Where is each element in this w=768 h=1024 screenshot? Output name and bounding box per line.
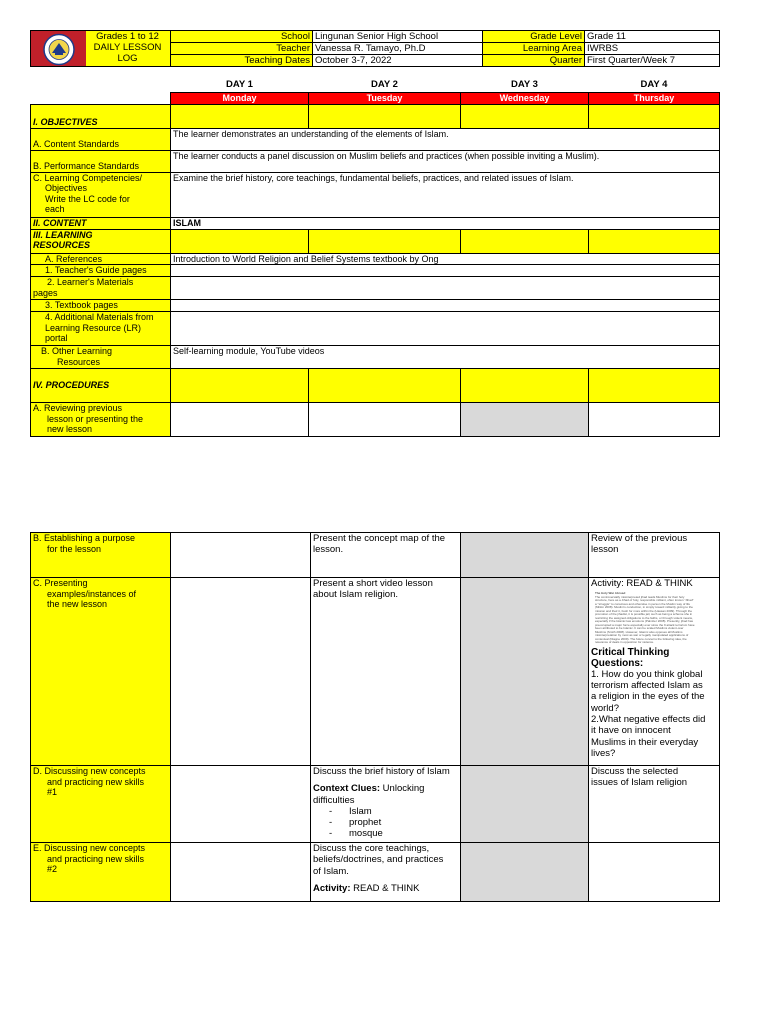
b-day4-line-1: Review of the previous xyxy=(591,533,688,544)
teachers-guide-label: 1. Teacher's Guide pages xyxy=(31,265,171,277)
learning-competencies-label xyxy=(31,172,171,217)
performance-standards-label: B. Performance Standards xyxy=(31,150,171,172)
e-day2-line-1: Discuss the core teachings, xyxy=(313,843,430,854)
other-resources-text: Self-learning module, YouTube videos xyxy=(171,346,720,369)
discussing-concepts-1-label xyxy=(31,766,171,843)
b-line-1: B. Establishing a purpose xyxy=(33,533,136,543)
e-day2-line-2: beliefs/doctrines, and practices xyxy=(313,854,444,866)
quarter-value: First Quarter/Week 7 xyxy=(585,55,720,67)
learning-competencies-text: Examine the brief history, core teachings, fundamental beliefs, practices, and related issues of Islam. xyxy=(171,172,720,217)
vocab-prophet: prophet xyxy=(349,817,382,829)
presenting-examples-day2 xyxy=(311,578,461,766)
content-standards-text: The learner demonstrates an understanding of the elements of Islam. xyxy=(171,128,720,150)
discussing-concepts-1-day2 xyxy=(311,766,461,843)
q1-line-1: 1. How do you think global xyxy=(591,668,703,680)
objectives-heading: I. OBJECTIVES xyxy=(31,104,171,128)
am-line-2: Learning Resource (LR) xyxy=(45,322,142,333)
school-label: School xyxy=(171,31,313,43)
d-day4-line-1: Discuss the selected xyxy=(591,766,679,777)
day-3-name: Wednesday xyxy=(461,92,589,104)
lr-heading-2: RESOURCES xyxy=(33,240,91,250)
am-line-3: portal xyxy=(45,333,68,343)
c-day2-line-1: Present a short video lesson xyxy=(313,578,433,589)
deped-logo-cell xyxy=(31,31,171,67)
content-heading: II. CONTENT xyxy=(31,217,171,229)
references-text: Introduction to World Religion and Belief Systems textbook by Ong xyxy=(171,253,720,265)
header-table xyxy=(30,30,720,67)
day-1-label: DAY 1 xyxy=(226,80,253,90)
content-text: ISLAM xyxy=(171,217,720,229)
d-day4-line-2: issues of Islam religion xyxy=(591,777,688,789)
establishing-purpose-day4 xyxy=(589,533,720,578)
context-clues-label: Context Clues: xyxy=(313,783,381,795)
ct-title-line-2: Questions: xyxy=(591,657,644,669)
discussing-concepts-2-label xyxy=(31,843,171,902)
dll-main-table xyxy=(30,80,720,437)
day-4-name: Thursday xyxy=(589,92,720,104)
lc-line-3: Write the LC code for xyxy=(45,193,130,204)
day-3-label: DAY 3 xyxy=(511,80,538,90)
article-image xyxy=(595,592,695,645)
textbook-pages-label: 3. Textbook pages xyxy=(31,300,171,312)
dayname-spacer xyxy=(31,92,171,104)
article-title: The Holy War Abroad xyxy=(595,591,626,596)
lc-line-1: C. Learning Competencies/ xyxy=(33,172,143,183)
or-line-2: Resources xyxy=(57,356,101,367)
learning-area-value: IWRBS xyxy=(585,43,720,55)
day-2-label: DAY 2 xyxy=(371,80,398,90)
q2-line-3: Muslims in their everyday xyxy=(591,736,699,748)
learners-materials-label xyxy=(31,277,171,300)
critical-thinking-title xyxy=(591,647,717,669)
dash-1: - xyxy=(329,805,333,817)
deped-seal-icon xyxy=(31,31,86,67)
teacher-value: Vanessa R. Tamayo, Ph.D xyxy=(313,43,483,55)
day-1-name: Monday xyxy=(171,92,309,104)
q2-line-1: 2.What negative effects did xyxy=(591,713,706,725)
e-day2-line-3: of Islam. xyxy=(313,865,349,877)
or-line-1: B. Other Learning xyxy=(41,346,113,356)
article-text: The controversially misinterpreted jihad leads Muslims for their holy structure, here as a Jihad of holy, responsible militant, often known "Jihad" a "struggle" to conscious and otherwise in person the Muslim way of life (Mirkin 2008). Muslim's conduction, in simply toward militarily giving to the mission and their it, bush for more within the (Hassan 2009). Through the promotion of the jihadist, it is possible jail, such as being a scheme she in restricting the assigned obligations to the faiths, or through violent means, especially if the Islamic law emotions (Palmiter 2008). Presently, jihad has preoccupied a major force especially ever since the 9 attack terrorism have been attributed to be Islamic. It can be scaled Muslims violent-over Muslims (Smith 2008). However, Islamic also opposes all Muslims misinterpretation by most as war or legally manipulated applications of contextual (Diagne 2009). The future concerns the following idea, the relevance of deals in opposition for violence. xyxy=(595,594,695,645)
activity-label: Activity: xyxy=(313,882,351,894)
discussing-concepts-2-day2 xyxy=(311,843,461,902)
am-line-1: 4. Additional Materials from xyxy=(45,312,154,322)
ct-title-line-1: Critical Thinking xyxy=(591,646,670,658)
grade-level-label: Grade Level xyxy=(483,31,585,43)
establishing-purpose-label xyxy=(31,533,171,578)
performance-standards-text: The learner conducts a panel discussion on Muslim beliefs and practices (when possible inviting a Muslim). xyxy=(171,150,720,172)
read-think-activity: Activity: READ & THINK xyxy=(591,578,693,589)
dll-procedures-table xyxy=(30,532,720,902)
procedures-heading: IV. PROCEDURES xyxy=(31,369,171,403)
rv-line-2: lesson or presenting the xyxy=(47,413,144,424)
q2-line-4: lives? xyxy=(591,747,616,759)
c-day2-line-2: about Islam religion. xyxy=(313,589,399,601)
lc-line-2: Objectives xyxy=(45,183,88,193)
rv-line-3: new lesson xyxy=(47,424,93,434)
lr-heading-1: III. LEARNING xyxy=(33,229,93,240)
context-clues-text: Unlocking xyxy=(380,783,425,795)
activity-text: READ & THINK xyxy=(350,882,420,894)
rv-line-1: A. Reviewing previous xyxy=(33,403,123,413)
references-label: A. References xyxy=(31,253,171,265)
b-day2-line-1: Present the concept map of the xyxy=(313,533,446,544)
b-day4-line-2: lesson xyxy=(591,544,619,556)
reviewing-label xyxy=(31,403,171,437)
vocab-list xyxy=(313,806,458,840)
teaching-dates-value: October 3-7, 2022 xyxy=(313,55,483,67)
vocab-item-prophet xyxy=(313,817,458,828)
question-1 xyxy=(591,669,717,714)
day-2-name: Tuesday xyxy=(309,92,461,104)
c-line-2: examples/instances of xyxy=(47,588,137,599)
d-line-2: and practicing new skills xyxy=(47,776,145,787)
lc-line-4: each xyxy=(45,204,65,214)
vocab-item-mosque xyxy=(313,828,458,839)
grades-label: Grades 1 to 12 xyxy=(96,31,159,42)
establishing-purpose-day2 xyxy=(311,533,461,578)
c-line-3: the new lesson xyxy=(47,599,108,609)
dash-3: - xyxy=(329,828,333,840)
q1-line-2: terrorism affected Islam as xyxy=(591,680,703,692)
quarter-label: Quarter xyxy=(483,55,585,67)
b-day2-line-2: lesson. xyxy=(313,544,344,556)
presenting-examples-label xyxy=(31,578,171,766)
learning-resources-heading xyxy=(31,229,171,253)
vocab-item-islam xyxy=(313,806,458,817)
question-2 xyxy=(591,714,717,759)
d-line-1: D. Discussing new concepts xyxy=(33,766,146,776)
grade-level-value: Grade 11 xyxy=(585,31,720,43)
lm-line-2: pages xyxy=(33,287,58,298)
c-line-1: C. Presenting xyxy=(33,578,88,588)
e-line-3: #2 xyxy=(47,864,58,874)
dll-title: DAILY LESSON LOG xyxy=(93,42,162,64)
q2-line-2: it have on innocent xyxy=(591,725,671,737)
day-4-label: DAY 4 xyxy=(640,80,668,90)
b-line-2: for the lesson xyxy=(47,543,102,554)
school-value: Lingunan Senior High School xyxy=(313,31,483,43)
vocab-mosque: mosque xyxy=(349,828,383,840)
d-line-3: #1 xyxy=(47,787,58,797)
d-day2-line-1: Discuss the brief history of Islam xyxy=(313,766,450,777)
teaching-dates-label: Teaching Dates xyxy=(171,55,313,67)
dash-2: - xyxy=(329,817,333,829)
content-standards-label: A. Content Standards xyxy=(31,128,171,150)
day-header-spacer xyxy=(31,80,171,92)
discussing-concepts-1-day4 xyxy=(589,766,720,843)
teacher-label: Teacher xyxy=(171,43,313,55)
context-clues-text-2: difficulties xyxy=(313,794,355,806)
lm-line-1: 2. Learner's Materials xyxy=(47,277,134,287)
presenting-examples-day4 xyxy=(589,578,720,766)
vocab-islam: Islam xyxy=(349,805,372,817)
e-line-2: and practicing new skills xyxy=(47,853,145,864)
e-line-1: E. Discussing new concepts xyxy=(33,843,146,853)
additional-materials-label xyxy=(31,312,171,346)
other-resources-label xyxy=(31,346,171,369)
q1-line-3: a religion in the eyes of the xyxy=(591,691,705,703)
q1-line-4: world? xyxy=(591,702,619,714)
learning-area-label: Learning Area xyxy=(483,43,585,55)
